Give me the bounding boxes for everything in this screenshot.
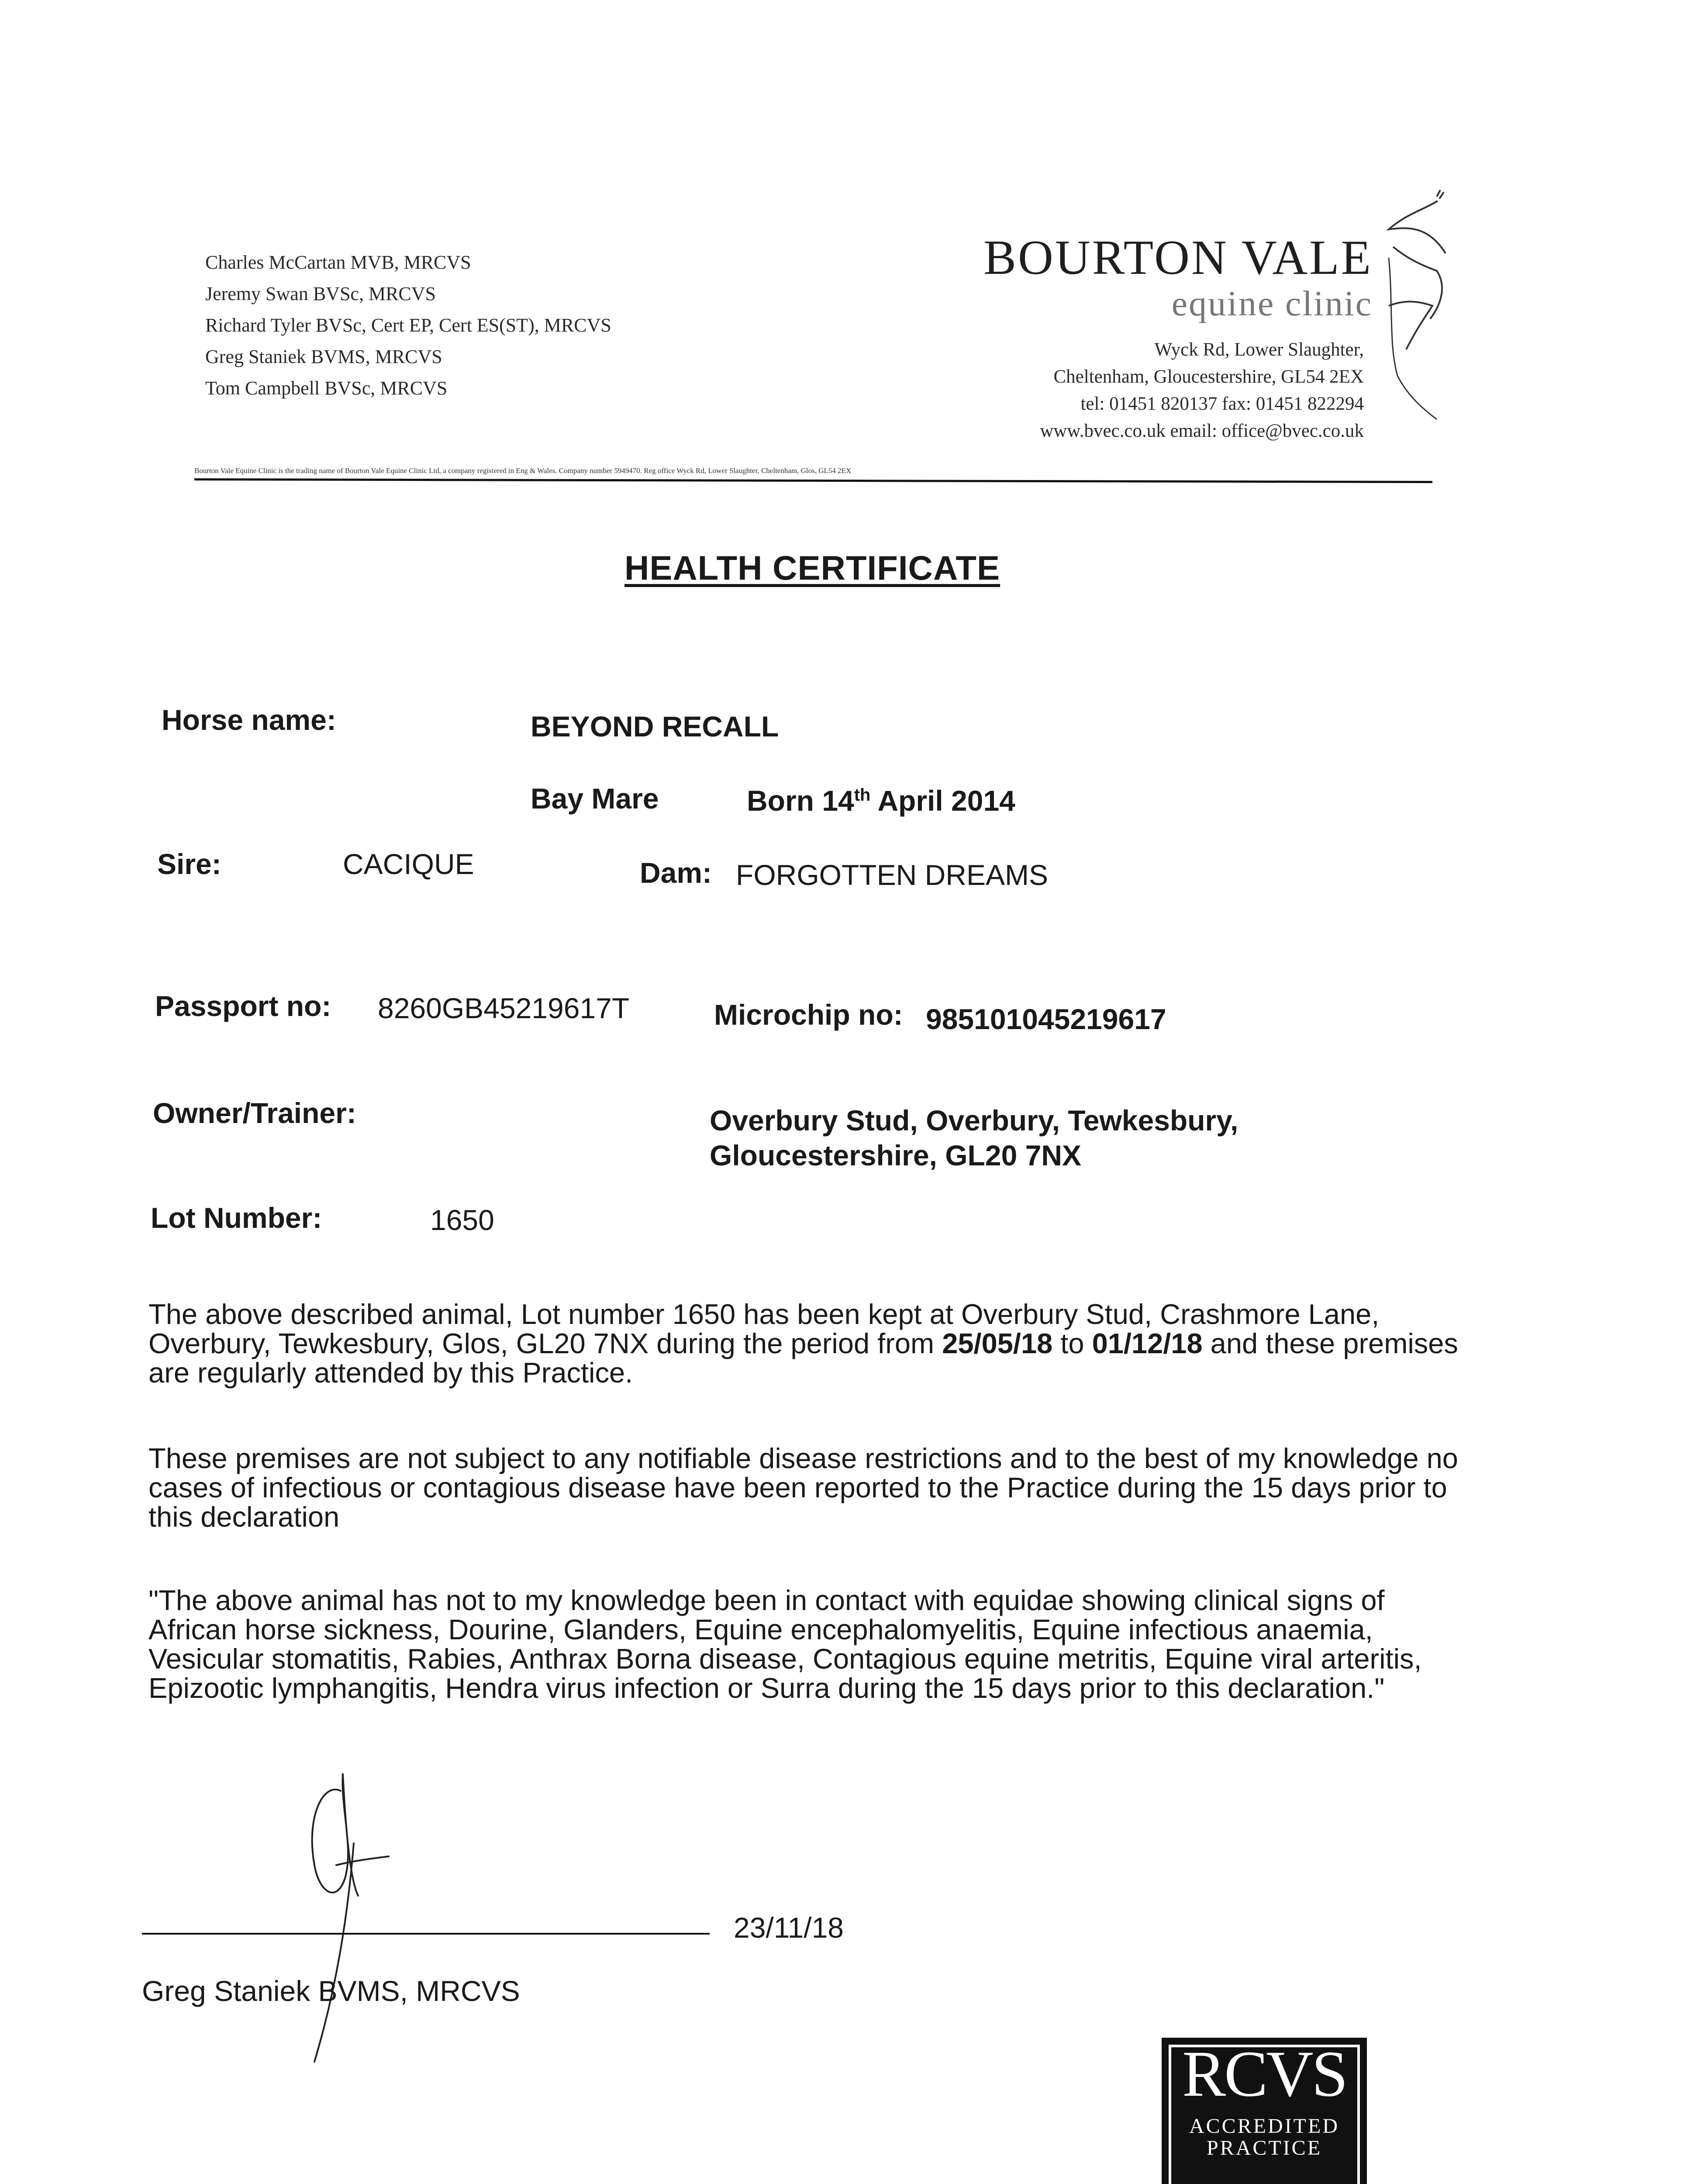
page-title: HEALTH CERTIFICATE [624,549,1000,587]
letterhead-divider [194,478,1432,483]
clinic-subtitle: equine clinic [1171,283,1373,323]
horse-name-value: BEYOND RECALL [531,710,779,743]
microchip-label: Microchip no: [714,999,903,1031]
declaration-paragraph-2: These premises are not subject to any notifiable disease restrictions and to the best of my knowledge no cases of infectious or contagious disease have been reported to the Practice during the 15 days prior to this declaration [148,1442,1458,1533]
declaration-paragraph-1: The above described animal, Lot number 1650 has been kept at Overbury Stud, Crashmore Lane, Overbury, Tewkesbury, Glos, GL20 7NX during the period from 25/05/18 to 01/12/18 and these premises are regularly attended by this Practice. [148,1298,1458,1389]
passport-label: Passport no: [155,990,331,1022]
handwritten-signature [288,1765,411,2070]
badge-line: ACCREDITED PRACTICE [1189,2115,1339,2160]
contact-phone: tel: 01451 820137 fax: 01451 822294 [1080,394,1364,414]
rcvs-accredited-badge [1162,2038,1367,2184]
signer-name: Greg Staniek BVMS, MRCVS [142,1975,520,2007]
clinic-brand [983,232,1373,323]
vet-name: Richard Tyler BVSc, Cert EP, Cert ES(ST), MRCVS [205,314,611,336]
horse-logo-icon [1380,188,1454,432]
clinic-name: BOURTON VALE [983,231,1373,285]
owner-label: Owner/Trainer: [153,1097,356,1129]
vet-name: Tom Campbell BVSc, MRCVS [205,377,448,399]
vet-name: Jeremy Swan BVSc, MRCVS [205,283,436,304]
signature-date: 23/11/18 [734,1911,844,1944]
signature-line [142,1933,710,1935]
sire-label: Sire: [157,848,221,880]
vet-name: Greg Staniek BVMS, MRCVS [205,346,442,367]
dam-value: FORGOTTEN DREAMS [736,859,1049,891]
vet-name: Charles McCartan MVB, MRCVS [205,252,471,273]
lot-value: 1650 [430,1204,494,1236]
vet-list [205,247,611,404]
badge-title: RCVS [1182,2038,1346,2110]
owner-line: Overbury Stud, Overbury, Tewkesbury, [710,1104,1239,1137]
passport-value: 8260GB45219617T [378,992,630,1024]
born-value: Born 14th April 2014 [747,784,1015,817]
contact-web: www.bvec.co.uk email: office@bvec.co.uk [1040,421,1364,441]
lot-label: Lot Number: [151,1202,322,1234]
sire-value: CACIQUE [343,848,474,880]
legal-line: Bourton Vale Equine Clinic is the trading name of Bourton Vale Equine Clinic Ltd, a company registered in Eng & Wales. Company number 5949470. Reg office Wyck Rd, Lower Slaughter, Cheltenham, Glos, GL54 2EX [194,467,852,475]
address-line: Cheltenham, Gloucestershire, GL54 2EX [1053,366,1364,387]
owner-line: Gloucestershire, GL20 7NX [710,1139,1082,1171]
clinic-address [1040,336,1364,445]
address-line: Wyck Rd, Lower Slaughter, [1154,339,1364,360]
horse-name-label: Horse name: [162,704,336,736]
microchip-value: 985101045219617 [926,1003,1166,1035]
declaration-paragraph-3: "The above animal has not to my knowledge been in contact with equidae showing clinical signs of African horse sickness, Dourine, Glanders, Equine encephalomyelitis, Equine infectious anaemia, Vesicular stomatitis, Rabies, Anthrax Borna disease, Contagious equine metritis, Equine viral arteritis, Epizootic lymphangitis, Hendra virus infection or Surra during the 15 days prior to this declaration." [148,1584,1422,1704]
colour-sex-value: Bay Mare [531,782,659,815]
dam-label: Dam: [640,857,712,889]
owner-value [710,1103,1238,1173]
